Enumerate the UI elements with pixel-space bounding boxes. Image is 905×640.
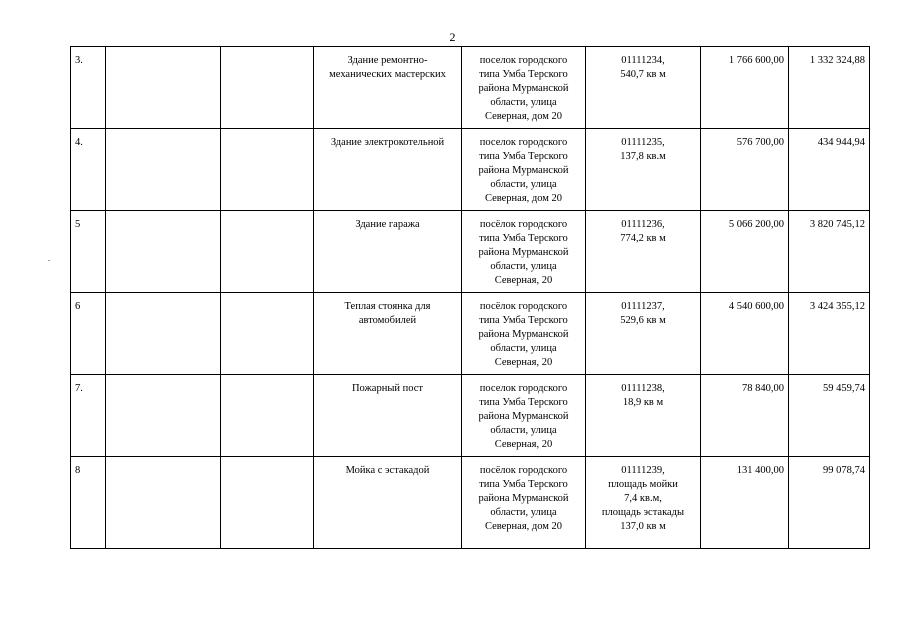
- book-value-cell: 131 400,00: [701, 457, 789, 549]
- scan-artifact: [48, 260, 50, 261]
- address-cell: посёлок городского типа Умба Терского района Мурманской области, улица Северная, 20: [462, 293, 586, 375]
- address-cell: посёлок городского типа Умба Терского района Мурманской области, улица Северная, дом 20: [462, 457, 586, 549]
- object-name-cell: Пожарный пост: [314, 375, 462, 457]
- table-row: [71, 211, 870, 293]
- table-body: [71, 47, 870, 549]
- table-row: [71, 457, 870, 549]
- inventory-code-cell: 01111239, площадь мойки 7,4 кв.м, площадь эстакады 137,0 кв м: [586, 457, 701, 549]
- row-number-cell: 8: [71, 457, 106, 549]
- table-row: [71, 375, 870, 457]
- empty-cell: [106, 47, 221, 129]
- empty-cell: [221, 457, 314, 549]
- address-cell: посёлок городского типа Умба Терского района Мурманской области, улица Северная, 20: [462, 211, 586, 293]
- object-name-cell: Мойка с эстакадой: [314, 457, 462, 549]
- empty-cell: [106, 375, 221, 457]
- address-cell: поселок городского типа Умба Терского района Мурманской области, улица Северная, дом 20: [462, 129, 586, 211]
- empty-cell: [221, 375, 314, 457]
- empty-cell: [221, 129, 314, 211]
- property-table: [70, 46, 870, 549]
- empty-cell: [106, 457, 221, 549]
- object-name-cell: Здание электрокотельной: [314, 129, 462, 211]
- residual-value-cell: 434 944,94: [789, 129, 870, 211]
- object-name-cell: Здание ремонтно- механических мастерских: [314, 47, 462, 129]
- empty-cell: [221, 47, 314, 129]
- book-value-cell: 576 700,00: [701, 129, 789, 211]
- object-name-cell: Теплая стоянка для автомобилей: [314, 293, 462, 375]
- inventory-code-cell: 01111235, 137,8 кв.м: [586, 129, 701, 211]
- table-row: [71, 47, 870, 129]
- row-number-cell: 6: [71, 293, 106, 375]
- residual-value-cell: 3 820 745,12: [789, 211, 870, 293]
- residual-value-cell: 3 424 355,12: [789, 293, 870, 375]
- table-row: [71, 129, 870, 211]
- object-name-cell: Здание гаража: [314, 211, 462, 293]
- residual-value-cell: 99 078,74: [789, 457, 870, 549]
- row-number-cell: 5: [71, 211, 106, 293]
- inventory-code-cell: 01111237, 529,6 кв м: [586, 293, 701, 375]
- row-number-cell: 7.: [71, 375, 106, 457]
- book-value-cell: 5 066 200,00: [701, 211, 789, 293]
- empty-cell: [106, 211, 221, 293]
- address-cell: поселок городского типа Умба Терского района Мурманской области, улица Северная, 20: [462, 375, 586, 457]
- residual-value-cell: 59 459,74: [789, 375, 870, 457]
- book-value-cell: 4 540 600,00: [701, 293, 789, 375]
- empty-cell: [221, 293, 314, 375]
- inventory-code-cell: 01111236, 774,2 кв м: [586, 211, 701, 293]
- empty-cell: [106, 293, 221, 375]
- page-number: 2: [449, 30, 456, 44]
- inventory-code-cell: 01111238, 18,9 кв м: [586, 375, 701, 457]
- residual-value-cell: 1 332 324,88: [789, 47, 870, 129]
- table-row: [71, 293, 870, 375]
- inventory-code-cell: 01111234, 540,7 кв м: [586, 47, 701, 129]
- row-number-cell: 4.: [71, 129, 106, 211]
- book-value-cell: 78 840,00: [701, 375, 789, 457]
- row-number-cell: 3.: [71, 47, 106, 129]
- empty-cell: [106, 129, 221, 211]
- empty-cell: [221, 211, 314, 293]
- book-value-cell: 1 766 600,00: [701, 47, 789, 129]
- address-cell: поселок городского типа Умба Терского района Мурманской области, улица Северная, дом 20: [462, 47, 586, 129]
